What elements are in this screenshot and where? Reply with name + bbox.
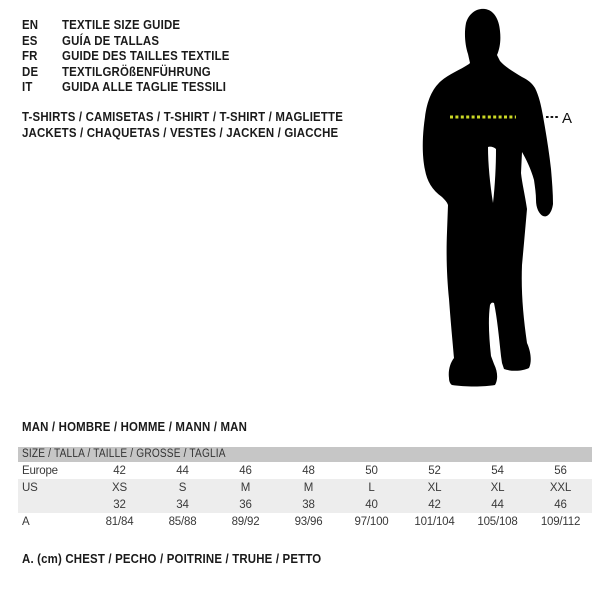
table-cell: 93/96 xyxy=(294,515,323,528)
table-row-chest-cm xyxy=(18,513,592,530)
table-cell: 81/84 xyxy=(105,515,134,528)
language-row xyxy=(22,79,252,95)
man-silhouette-figure xyxy=(400,0,600,400)
language-title: GUIDE DES TAILLES TEXTILE xyxy=(61,48,230,63)
category-lines xyxy=(22,109,387,141)
table-cell: 105/108 xyxy=(477,515,518,528)
table-cell: M xyxy=(240,481,251,494)
table-cell: 44 xyxy=(491,498,504,511)
table-cell: 46 xyxy=(239,464,252,477)
language-title: TEXTILE SIZE GUIDE xyxy=(61,17,180,32)
table-cell: L xyxy=(368,481,375,494)
language-row xyxy=(22,48,252,64)
table-cell: 52 xyxy=(428,464,441,477)
table-cell: 42 xyxy=(113,464,126,477)
table-cell: 56 xyxy=(554,464,567,477)
category-line-jackets: JACKETS / CHAQUETAS / VESTES / JACKEN / GIACCHE xyxy=(22,125,339,140)
size-table xyxy=(18,447,592,530)
table-cell: 54 xyxy=(491,464,504,477)
category-line-tshirts: T-SHIRTS / CAMISETAS / T-SHIRT / T-SHIRT / MAGLIETTE xyxy=(22,109,344,124)
table-cell: 42 xyxy=(428,498,441,511)
table-cell: 97/100 xyxy=(354,515,389,528)
table-cell: 85/88 xyxy=(168,515,197,528)
row-label: A xyxy=(22,515,30,528)
table-cell: S xyxy=(178,481,187,494)
size-table-header: SIZE / TALLA / TAILLE / GRÖSSE / TAGLIA xyxy=(22,448,226,460)
table-cell: 32 xyxy=(113,498,126,511)
table-cell: 44 xyxy=(176,464,189,477)
table-cell: 46 xyxy=(554,498,567,511)
measure-a-label: A xyxy=(562,110,573,127)
table-cell: 89/92 xyxy=(231,515,260,528)
language-row xyxy=(22,64,252,80)
table-cell: 36 xyxy=(239,498,252,511)
table-row-us xyxy=(18,479,592,496)
table-cell: XL xyxy=(490,481,505,494)
man-silhouette xyxy=(423,9,553,387)
language-code: DE xyxy=(22,63,39,79)
table-cell: 109/112 xyxy=(540,515,581,528)
table-cell: 101/104 xyxy=(414,515,455,528)
footnote-chest: A. (cm) CHEST / PECHO / POITRINE / TRUHE / PETTO xyxy=(22,551,322,566)
language-code: ES xyxy=(22,32,38,48)
section-title-man: MAN / HOMBRE / HOMME / MANN / MAN xyxy=(22,419,248,434)
table-cell: 50 xyxy=(365,464,378,477)
table-cell: 48 xyxy=(302,464,315,477)
table-cell: 38 xyxy=(302,498,315,511)
row-label: Europe xyxy=(22,464,58,477)
language-title: TEXTILGRÖßENFÜHRUNG xyxy=(61,63,211,79)
table-cell: 34 xyxy=(176,498,189,511)
language-row xyxy=(22,33,252,49)
language-code: EN xyxy=(22,17,39,32)
row-label: US xyxy=(22,481,38,494)
language-title: GUÍA DE TALLAS xyxy=(61,32,159,48)
table-row-alt-sizes xyxy=(18,496,592,513)
language-title: GUIDA ALLE TAGLIE TESSILI xyxy=(61,79,226,94)
language-list xyxy=(22,17,252,95)
table-cell: XXL xyxy=(549,481,572,494)
table-cell: XL xyxy=(427,481,442,494)
table-row-europe xyxy=(18,462,592,479)
language-row xyxy=(22,17,252,33)
language-code: IT xyxy=(22,79,33,94)
table-cell: 40 xyxy=(365,498,378,511)
table-cell: M xyxy=(303,481,314,494)
language-code: FR xyxy=(22,48,38,63)
table-cell: XS xyxy=(112,481,127,494)
